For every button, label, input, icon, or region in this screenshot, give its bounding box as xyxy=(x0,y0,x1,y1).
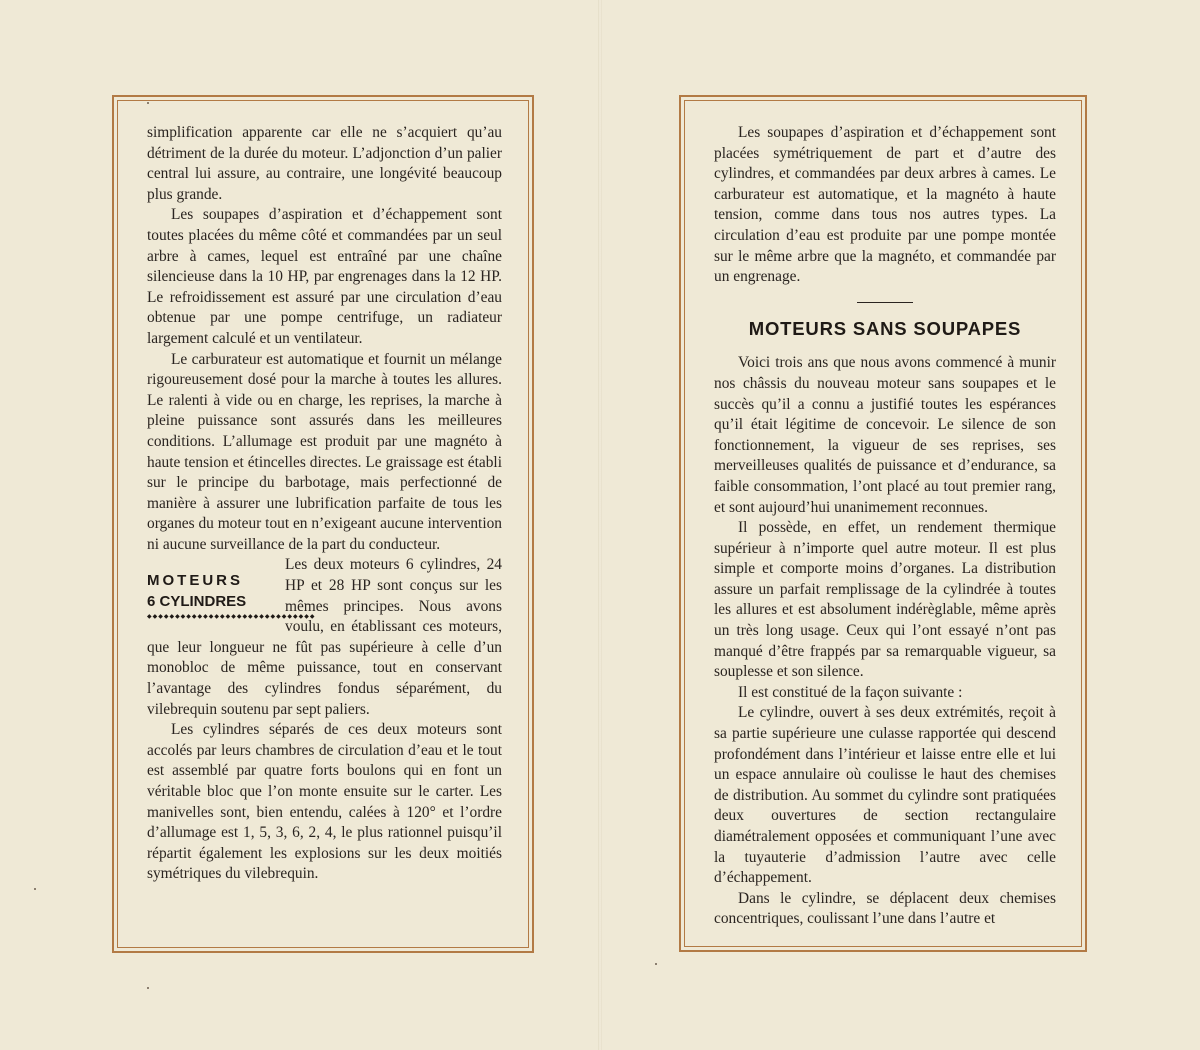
ornament-dots: ◆◆◆◆◆◆◆◆◆◆◆◆◆◆◆◆◆◆◆◆◆◆◆◆◆◆◆◆◆◆ xyxy=(147,613,316,620)
paragraph: Il possède, en effet, un rendement thermique supérieur à n’importe quel autre moteur. Il est plus simple et comporte moins d’organes. La distribution assure un parfait remplissage de la cylindrée à toutes les allures et est absolument indérèglable, même après un très long usage. Ceux qui l’ont essayé n’ont pas manqué d’être frappés par sa remarquable vigueur, sa souplesse et son silence. xyxy=(714,519,1056,681)
section-divider xyxy=(857,302,913,303)
paragraph: Il est constitué de la façon suivante : xyxy=(738,683,963,701)
book-spine xyxy=(598,0,602,1050)
paragraph: Voici trois ans que nous avons commencé à munir nos châssis du nouveau moteur sans soupapes et le succès qu’il a connu a justifié toutes les espérances qu’il était légitime de concevoir. Le silence de son fonctionnement, la vigueur de ses reprises, ses merveilleuses qualités de puissance et d’endurance, sa faible consommation, l’ont placé au tout premier rang, et sont aujourd’hui unanimement reconnues. xyxy=(714,354,1056,516)
paper-speck xyxy=(34,888,36,890)
paragraph: Le cylindre, ouvert à ses deux extrémités, reçoit à sa partie supérieure une culasse rapportée qui descend profondément dans l’intérieur et laisse entre elle et lui un espace annulaire où coulisse le haut des chemises de distribution. Au sommet du cylindre sont pratiquées deux ouvertures de section rectangulaire diamétralement opposées et communiquant l’une avec la tuyauterie d’admission l’autre avec celle d’échappement. xyxy=(714,704,1056,887)
left-page-text xyxy=(147,123,502,885)
section-title: MOTEURS SANS SOUPAPES xyxy=(748,317,1022,339)
sidehead-line-1: MOTEURS xyxy=(147,572,243,590)
paragraph: Le carburateur est automatique et fournit un mélange rigoureusement dosé pour la marche à toutes les allures. Le ralenti à vide ou en charge, les reprises, la marche à pleine puissance sont assurés dans les meilleures conditions. L’allumage est produit par une magnéto à haute tension et étincelles directes. Le graissage est établi sur le principe du barbotage, mais perfectionné de manière à assurer une lubrification parfaite de tous les organes du moteur tout en n’exigeant aucune intervention ni aucune surveillance de la part du conducteur. xyxy=(147,350,502,553)
right-page-text xyxy=(714,123,1056,930)
paragraph: Dans le cylindre, se déplacent deux chemises concentriques, coulissant l’une dans l’autre et xyxy=(714,889,1056,928)
paragraph: Les cylindres séparés de ces deux moteurs sont accolés par leurs chambres de circulation d’eau et le tout est assemblé par quatre forts boulons qui en font un véritable bloc que l’on monte ensuite sur le carter. Les manivelles sont, bien entendu, calées à 120° et l’ordre d’allumage est 1, 5, 3, 6, 2, 4, le plus rationnel puisqu’il répartit également les explosions sur les deux moitiés symétriques du vilebrequin. xyxy=(147,721,502,883)
paragraph: simplification apparente car elle ne s’acquiert qu’au détriment de la durée du moteur. L’adjonction d’un palier central lui assure, au contraire, une longévité beaucoup plus grande. xyxy=(147,124,502,203)
paragraph: Les soupapes d’aspiration et d’échappement sont placées symétriquement de part et d’autre des cylindres, et commandées par deux arbres à cames. Le carburateur est automatique, et la magnéto à haute tension, comme dans tous nos autres types. La circulation d’eau est produite par une pompe montée sur le même arbre que la magnéto, et commandée par un engrenage. xyxy=(714,124,1056,286)
paper-speck xyxy=(655,963,657,965)
paper-speck xyxy=(147,102,149,104)
paragraph: Les soupapes d’aspiration et d’échappement sont toutes placées du même côté et commandées par un seul arbre à cames, lequel est entraîné par une chaîne silencieuse dans la 10 HP, par engrenages dans la 12 HP. Le refroidissement est assuré par une circulation d’eau obtenue par une pompe centrifuge, un radiateur largement calculé et un ventilateur. xyxy=(147,206,502,347)
sidehead-6-cylindres xyxy=(147,571,316,620)
sidehead-line-2: 6 CYLINDRES xyxy=(147,593,247,611)
paragraph: Les deux moteurs 6 cylindres, 24 HP et 28 HP sont conçus sur les mêmes principes. Nous avons voulu, en établissant ces moteurs, que leur longueur ne fût pas supérieure à celle d’un monobloc de même puissance, tout en conservant l’avantage des cylindres fondus séparément, du vilebrequin soutenu par sept paliers. xyxy=(147,556,502,718)
paper-speck xyxy=(147,987,149,989)
